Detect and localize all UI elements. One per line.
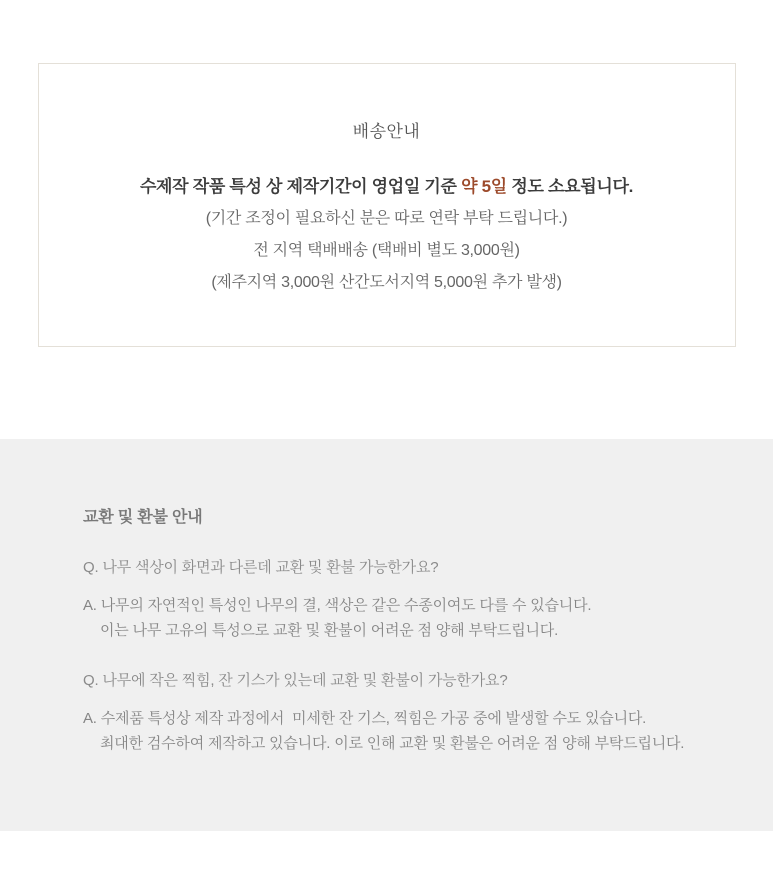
faq-question: Q. 나무에 작은 찍힘, 잔 기스가 있는데 교환 및 환불이 가능한가요? [83, 672, 508, 689]
shipping-lead-suffix: 정도 소요됩니다. [506, 177, 634, 196]
exchange-refund-heading: 교환 및 환불 안내 [83, 509, 203, 526]
faq-answer [83, 593, 733, 643]
faq-answer-line: A. 나무의 자연적인 특성인 나무의 결, 색상은 같은 수종이여도 다를 수 있습니다. [83, 597, 592, 614]
exchange-refund-section [0, 439, 773, 831]
faq-answer-line: 최대한 검수하여 제작하고 있습니다. 이로 인해 교환 및 환불은 어려운 점 양해 부탁드립니다. [100, 735, 685, 752]
shipping-lead-sentence [51, 171, 723, 203]
faq-item-wood-color [83, 559, 733, 643]
faq-item-scratches [83, 672, 733, 756]
shipping-line-extra-fee: (제주지역 3,000원 산간도서지역 5,000원 추가 발생) [211, 274, 562, 291]
shipping-lead-prefix: 수제작 작품 특성 상 제작기간이 영업일 기준 [139, 177, 462, 196]
shipping-line-contact-note: (기간 조정이 필요하신 분은 따로 연락 부탁 드립니다.) [205, 210, 568, 227]
shipping-notice-box [38, 63, 736, 347]
shipping-lead-highlight: 약 5일 [461, 177, 507, 196]
shipping-line-delivery-fee: 전 지역 택배배송 (택배비 별도 3,000원) [253, 242, 520, 259]
faq-question: Q. 나무 색상이 화면과 다른데 교환 및 환불 가능한가요? [83, 559, 439, 576]
faq-answer-line: 이는 나무 고유의 특성으로 교환 및 환불이 어려운 점 양해 부탁드립니다. [100, 622, 559, 639]
shipping-title: 배송안내 [352, 122, 421, 141]
faq-answer-line: A. 수제품 특성상 제작 과정에서 미세한 잔 기스, 찍힘은 가공 중에 발생할 수도 있습니다. [83, 710, 647, 727]
faq-answer [83, 706, 733, 756]
